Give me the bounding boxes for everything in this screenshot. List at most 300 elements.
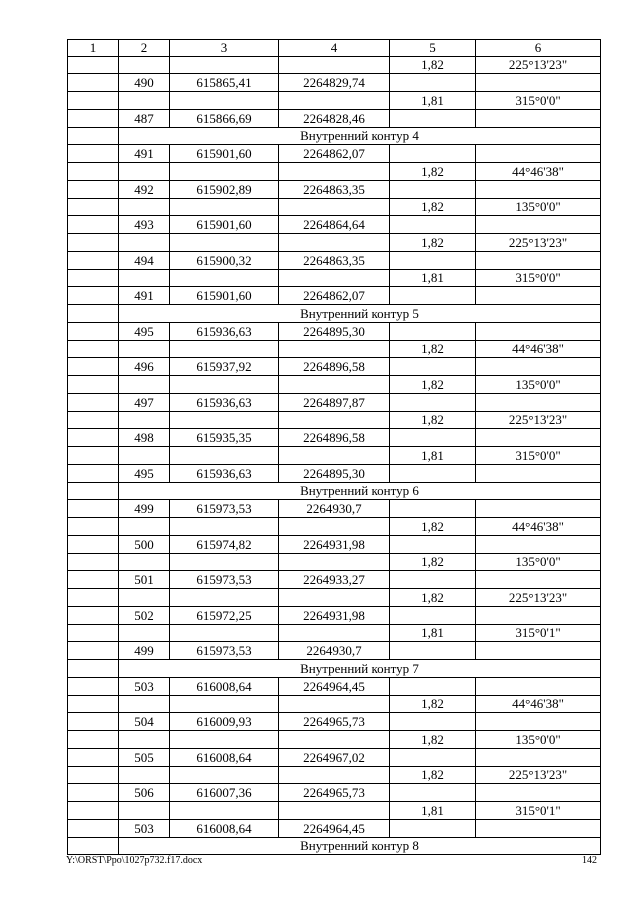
cell-col-3 bbox=[170, 163, 279, 181]
point-row bbox=[68, 606, 601, 624]
coordinate-y: 2264931,98 bbox=[279, 535, 390, 553]
cell-col-1 bbox=[68, 713, 119, 731]
edge-length: 1,82 bbox=[390, 695, 476, 713]
coordinate-y: 2264862,07 bbox=[279, 145, 390, 163]
column-header-5: 5 bbox=[390, 40, 476, 57]
cell-col-6 bbox=[476, 145, 601, 163]
coordinate-y: 2264965,73 bbox=[279, 784, 390, 802]
cell-col-2 bbox=[119, 163, 170, 181]
cell-col-2 bbox=[119, 447, 170, 465]
cell-col-6 bbox=[476, 251, 601, 269]
cell-col-1 bbox=[68, 251, 119, 269]
cell-col-5 bbox=[390, 322, 476, 340]
cell-col-5 bbox=[390, 429, 476, 447]
point-number: 494 bbox=[119, 251, 170, 269]
edge-length: 1,82 bbox=[390, 589, 476, 607]
cell-col-3 bbox=[170, 624, 279, 642]
point-number: 503 bbox=[119, 677, 170, 695]
cell-col-4 bbox=[279, 340, 390, 358]
cell-col-2 bbox=[119, 411, 170, 429]
cell-col-3 bbox=[170, 56, 279, 74]
point-row bbox=[68, 571, 601, 589]
cell-col-2 bbox=[119, 518, 170, 536]
cell-col-6 bbox=[476, 500, 601, 518]
point-number: 492 bbox=[119, 180, 170, 198]
edge-row bbox=[68, 766, 601, 784]
edge-length: 1,82 bbox=[390, 56, 476, 74]
point-number: 487 bbox=[119, 109, 170, 127]
cell-col-5 bbox=[390, 358, 476, 376]
coordinate-x: 616008,64 bbox=[170, 748, 279, 766]
cell-col-1 bbox=[68, 606, 119, 624]
cell-col-1 bbox=[68, 837, 119, 855]
cell-col-1 bbox=[68, 447, 119, 465]
cell-col-3 bbox=[170, 234, 279, 252]
contour-title-row bbox=[68, 660, 601, 678]
coordinate-x: 616008,64 bbox=[170, 819, 279, 837]
cell-col-6 bbox=[476, 322, 601, 340]
cell-col-5 bbox=[390, 535, 476, 553]
cell-col-1 bbox=[68, 109, 119, 127]
cell-col-2 bbox=[119, 589, 170, 607]
cell-col-6 bbox=[476, 677, 601, 695]
coordinate-y: 2264863,35 bbox=[279, 251, 390, 269]
coordinate-y: 2264933,27 bbox=[279, 571, 390, 589]
contour-title-row bbox=[68, 127, 601, 145]
edge-length: 1,82 bbox=[390, 553, 476, 571]
cell-col-4 bbox=[279, 553, 390, 571]
point-row bbox=[68, 748, 601, 766]
edge-row bbox=[68, 802, 601, 820]
coordinate-y: 2264895,30 bbox=[279, 464, 390, 482]
coordinate-x: 615937,92 bbox=[170, 358, 279, 376]
table-body bbox=[68, 56, 601, 855]
cell-col-3 bbox=[170, 269, 279, 287]
cell-col-2 bbox=[119, 731, 170, 749]
edge-row bbox=[68, 518, 601, 536]
contour-title-row bbox=[68, 837, 601, 855]
cell-col-1 bbox=[68, 180, 119, 198]
direction-angle: 44°46'38" bbox=[476, 695, 601, 713]
contour-title: Внутренний контур 4 bbox=[119, 127, 601, 145]
cell-col-2 bbox=[119, 269, 170, 287]
cell-col-1 bbox=[68, 518, 119, 536]
edge-row bbox=[68, 340, 601, 358]
cell-col-4 bbox=[279, 376, 390, 394]
point-row bbox=[68, 145, 601, 163]
edge-row bbox=[68, 269, 601, 287]
cell-col-5 bbox=[390, 464, 476, 482]
cell-col-4 bbox=[279, 269, 390, 287]
coordinate-y: 2264931,98 bbox=[279, 606, 390, 624]
coordinate-x: 615901,60 bbox=[170, 216, 279, 234]
cell-col-4 bbox=[279, 234, 390, 252]
cell-col-1 bbox=[68, 411, 119, 429]
point-number: 504 bbox=[119, 713, 170, 731]
point-number: 490 bbox=[119, 74, 170, 92]
cell-col-1 bbox=[68, 695, 119, 713]
cell-col-4 bbox=[279, 731, 390, 749]
cell-col-1 bbox=[68, 56, 119, 74]
footer-file-path: Y:\ORST\Ppo\1027p732.f17.docx bbox=[66, 855, 203, 866]
cell-col-4 bbox=[279, 695, 390, 713]
cell-col-5 bbox=[390, 251, 476, 269]
edge-length: 1,81 bbox=[390, 447, 476, 465]
contour-title-row bbox=[68, 482, 601, 500]
direction-angle: 44°46'38" bbox=[476, 163, 601, 181]
cell-col-6 bbox=[476, 713, 601, 731]
point-row bbox=[68, 287, 601, 305]
cell-col-1 bbox=[68, 393, 119, 411]
direction-angle: 315°0'0" bbox=[476, 269, 601, 287]
cell-col-1 bbox=[68, 145, 119, 163]
direction-angle: 44°46'38" bbox=[476, 518, 601, 536]
coordinate-x: 616007,36 bbox=[170, 784, 279, 802]
coordinates-table bbox=[67, 39, 601, 855]
edge-row bbox=[68, 163, 601, 181]
cell-col-3 bbox=[170, 447, 279, 465]
cell-col-1 bbox=[68, 748, 119, 766]
cell-col-1 bbox=[68, 766, 119, 784]
contour-title-row bbox=[68, 305, 601, 323]
direction-angle: 315°0'1" bbox=[476, 802, 601, 820]
cell-col-1 bbox=[68, 677, 119, 695]
column-header-3: 3 bbox=[170, 40, 279, 57]
coordinate-y: 2264862,07 bbox=[279, 287, 390, 305]
coordinate-y: 2264895,30 bbox=[279, 322, 390, 340]
cell-col-4 bbox=[279, 411, 390, 429]
cell-col-6 bbox=[476, 109, 601, 127]
coordinate-x: 615901,60 bbox=[170, 287, 279, 305]
cell-col-4 bbox=[279, 766, 390, 784]
coordinate-x: 615865,41 bbox=[170, 74, 279, 92]
point-row bbox=[68, 535, 601, 553]
cell-col-5 bbox=[390, 145, 476, 163]
direction-angle: 225°13'23" bbox=[476, 234, 601, 252]
direction-angle: 315°0'1" bbox=[476, 624, 601, 642]
cell-col-2 bbox=[119, 376, 170, 394]
cell-col-1 bbox=[68, 819, 119, 837]
edge-row bbox=[68, 589, 601, 607]
cell-col-5 bbox=[390, 500, 476, 518]
cell-col-1 bbox=[68, 127, 119, 145]
coordinate-x: 615973,53 bbox=[170, 642, 279, 660]
cell-col-4 bbox=[279, 92, 390, 110]
edge-length: 1,82 bbox=[390, 731, 476, 749]
cell-col-4 bbox=[279, 518, 390, 536]
coordinate-x: 615973,53 bbox=[170, 571, 279, 589]
cell-col-4 bbox=[279, 198, 390, 216]
cell-col-1 bbox=[68, 464, 119, 482]
cell-col-2 bbox=[119, 234, 170, 252]
coordinate-x: 616009,93 bbox=[170, 713, 279, 731]
cell-col-6 bbox=[476, 464, 601, 482]
cell-col-1 bbox=[68, 553, 119, 571]
cell-col-6 bbox=[476, 393, 601, 411]
cell-col-3 bbox=[170, 802, 279, 820]
cell-col-5 bbox=[390, 642, 476, 660]
edge-row bbox=[68, 92, 601, 110]
point-number: 500 bbox=[119, 535, 170, 553]
cell-col-3 bbox=[170, 589, 279, 607]
cell-col-6 bbox=[476, 535, 601, 553]
edge-row bbox=[68, 553, 601, 571]
edge-length: 1,81 bbox=[390, 92, 476, 110]
edge-row bbox=[68, 56, 601, 74]
point-row bbox=[68, 819, 601, 837]
edge-length: 1,82 bbox=[390, 411, 476, 429]
table-header bbox=[68, 40, 601, 57]
cell-col-5 bbox=[390, 819, 476, 837]
cell-col-3 bbox=[170, 553, 279, 571]
coordinate-y: 2264864,64 bbox=[279, 216, 390, 234]
point-number: 491 bbox=[119, 145, 170, 163]
edge-length: 1,82 bbox=[390, 376, 476, 394]
cell-col-3 bbox=[170, 411, 279, 429]
cell-col-5 bbox=[390, 74, 476, 92]
cell-col-6 bbox=[476, 74, 601, 92]
cell-col-1 bbox=[68, 92, 119, 110]
point-number: 499 bbox=[119, 500, 170, 518]
direction-angle: 135°0'0" bbox=[476, 376, 601, 394]
coordinate-x: 615972,25 bbox=[170, 606, 279, 624]
direction-angle: 225°13'23" bbox=[476, 766, 601, 784]
point-row bbox=[68, 358, 601, 376]
direction-angle: 225°13'23" bbox=[476, 589, 601, 607]
direction-angle: 135°0'0" bbox=[476, 731, 601, 749]
point-number: 491 bbox=[119, 287, 170, 305]
cell-col-6 bbox=[476, 606, 601, 624]
column-header-1: 1 bbox=[68, 40, 119, 57]
edge-length: 1,82 bbox=[390, 163, 476, 181]
point-number: 498 bbox=[119, 429, 170, 447]
cell-col-1 bbox=[68, 74, 119, 92]
cell-col-1 bbox=[68, 731, 119, 749]
cell-col-4 bbox=[279, 56, 390, 74]
edge-row bbox=[68, 695, 601, 713]
point-number: 495 bbox=[119, 322, 170, 340]
point-row bbox=[68, 109, 601, 127]
cell-col-1 bbox=[68, 269, 119, 287]
cell-col-2 bbox=[119, 340, 170, 358]
direction-angle: 44°46'38" bbox=[476, 340, 601, 358]
point-row bbox=[68, 500, 601, 518]
cell-col-1 bbox=[68, 802, 119, 820]
coordinate-y: 2264896,58 bbox=[279, 429, 390, 447]
column-header-4: 4 bbox=[279, 40, 390, 57]
coordinate-y: 2264965,73 bbox=[279, 713, 390, 731]
coordinate-y: 2264896,58 bbox=[279, 358, 390, 376]
cell-col-2 bbox=[119, 553, 170, 571]
cell-col-3 bbox=[170, 766, 279, 784]
cell-col-6 bbox=[476, 642, 601, 660]
coordinate-y: 2264930,7 bbox=[279, 642, 390, 660]
cell-col-5 bbox=[390, 784, 476, 802]
cell-col-5 bbox=[390, 180, 476, 198]
coordinate-y: 2264967,02 bbox=[279, 748, 390, 766]
footer-page-number: 142 bbox=[582, 855, 597, 866]
point-row bbox=[68, 216, 601, 234]
point-row bbox=[68, 429, 601, 447]
point-number: 495 bbox=[119, 464, 170, 482]
contour-title: Внутренний контур 6 bbox=[119, 482, 601, 500]
cell-col-3 bbox=[170, 198, 279, 216]
cell-col-1 bbox=[68, 198, 119, 216]
cell-col-4 bbox=[279, 163, 390, 181]
direction-angle: 315°0'0" bbox=[476, 92, 601, 110]
cell-col-1 bbox=[68, 500, 119, 518]
edge-row bbox=[68, 731, 601, 749]
cell-col-2 bbox=[119, 695, 170, 713]
cell-col-1 bbox=[68, 234, 119, 252]
cell-col-4 bbox=[279, 802, 390, 820]
cell-col-1 bbox=[68, 163, 119, 181]
cell-col-2 bbox=[119, 766, 170, 784]
coordinate-y: 2264964,45 bbox=[279, 677, 390, 695]
point-row bbox=[68, 713, 601, 731]
edge-row bbox=[68, 447, 601, 465]
point-number: 499 bbox=[119, 642, 170, 660]
cell-col-5 bbox=[390, 216, 476, 234]
cell-col-1 bbox=[68, 784, 119, 802]
point-row bbox=[68, 251, 601, 269]
cell-col-3 bbox=[170, 518, 279, 536]
cell-col-6 bbox=[476, 358, 601, 376]
cell-col-1 bbox=[68, 429, 119, 447]
coordinate-x: 615974,82 bbox=[170, 535, 279, 553]
coordinate-x: 615973,53 bbox=[170, 500, 279, 518]
point-row bbox=[68, 322, 601, 340]
cell-col-3 bbox=[170, 376, 279, 394]
point-row bbox=[68, 642, 601, 660]
cell-col-1 bbox=[68, 482, 119, 500]
coordinate-y: 2264930,7 bbox=[279, 500, 390, 518]
coordinate-x: 615901,60 bbox=[170, 145, 279, 163]
edge-row bbox=[68, 624, 601, 642]
cell-col-1 bbox=[68, 216, 119, 234]
edge-row bbox=[68, 198, 601, 216]
edge-length: 1,82 bbox=[390, 198, 476, 216]
cell-col-2 bbox=[119, 92, 170, 110]
contour-title: Внутренний контур 7 bbox=[119, 660, 601, 678]
cell-col-6 bbox=[476, 784, 601, 802]
cell-col-6 bbox=[476, 429, 601, 447]
coordinate-x: 615936,63 bbox=[170, 393, 279, 411]
cell-col-2 bbox=[119, 802, 170, 820]
edge-length: 1,82 bbox=[390, 766, 476, 784]
cell-col-3 bbox=[170, 340, 279, 358]
cell-col-2 bbox=[119, 624, 170, 642]
cell-col-1 bbox=[68, 535, 119, 553]
point-row bbox=[68, 464, 601, 482]
coordinate-x: 615936,63 bbox=[170, 322, 279, 340]
edge-length: 1,81 bbox=[390, 269, 476, 287]
cell-col-6 bbox=[476, 216, 601, 234]
point-number: 505 bbox=[119, 748, 170, 766]
cell-col-3 bbox=[170, 92, 279, 110]
direction-angle: 225°13'23" bbox=[476, 411, 601, 429]
cell-col-2 bbox=[119, 198, 170, 216]
coordinate-y: 2264863,35 bbox=[279, 180, 390, 198]
cell-col-6 bbox=[476, 748, 601, 766]
cell-col-1 bbox=[68, 287, 119, 305]
point-row bbox=[68, 74, 601, 92]
direction-angle: 135°0'0" bbox=[476, 553, 601, 571]
cell-col-6 bbox=[476, 180, 601, 198]
cell-col-5 bbox=[390, 393, 476, 411]
contour-title: Внутренний контур 8 bbox=[119, 837, 601, 855]
contour-title: Внутренний контур 5 bbox=[119, 305, 601, 323]
cell-col-3 bbox=[170, 695, 279, 713]
cell-col-1 bbox=[68, 571, 119, 589]
point-row bbox=[68, 180, 601, 198]
cell-col-4 bbox=[279, 624, 390, 642]
cell-col-1 bbox=[68, 376, 119, 394]
point-number: 497 bbox=[119, 393, 170, 411]
point-row bbox=[68, 784, 601, 802]
cell-col-1 bbox=[68, 322, 119, 340]
cell-col-3 bbox=[170, 731, 279, 749]
cell-col-4 bbox=[279, 447, 390, 465]
edge-row bbox=[68, 376, 601, 394]
coordinate-x: 615935,35 bbox=[170, 429, 279, 447]
coordinate-x: 615936,63 bbox=[170, 464, 279, 482]
coordinate-x: 615866,69 bbox=[170, 109, 279, 127]
cell-col-2 bbox=[119, 56, 170, 74]
coordinate-y: 2264964,45 bbox=[279, 819, 390, 837]
edge-length: 1,82 bbox=[390, 518, 476, 536]
cell-col-5 bbox=[390, 748, 476, 766]
cell-col-6 bbox=[476, 571, 601, 589]
direction-angle: 135°0'0" bbox=[476, 198, 601, 216]
point-number: 502 bbox=[119, 606, 170, 624]
coordinate-y: 2264829,74 bbox=[279, 74, 390, 92]
cell-col-1 bbox=[68, 358, 119, 376]
direction-angle: 225°13'23" bbox=[476, 56, 601, 74]
cell-col-5 bbox=[390, 677, 476, 695]
coordinate-x: 615900,32 bbox=[170, 251, 279, 269]
point-number: 506 bbox=[119, 784, 170, 802]
cell-col-1 bbox=[68, 660, 119, 678]
edge-length: 1,81 bbox=[390, 802, 476, 820]
column-header-2: 2 bbox=[119, 40, 170, 57]
cell-col-5 bbox=[390, 571, 476, 589]
point-number: 501 bbox=[119, 571, 170, 589]
cell-col-5 bbox=[390, 606, 476, 624]
coordinate-x: 615902,89 bbox=[170, 180, 279, 198]
cell-col-6 bbox=[476, 819, 601, 837]
cell-col-1 bbox=[68, 589, 119, 607]
point-number: 496 bbox=[119, 358, 170, 376]
coordinate-y: 2264828,46 bbox=[279, 109, 390, 127]
edge-length: 1,82 bbox=[390, 234, 476, 252]
column-header-6: 6 bbox=[476, 40, 601, 57]
coordinate-x: 616008,64 bbox=[170, 677, 279, 695]
cell-col-5 bbox=[390, 109, 476, 127]
point-number: 503 bbox=[119, 819, 170, 837]
edge-length: 1,81 bbox=[390, 624, 476, 642]
coordinate-y: 2264897,87 bbox=[279, 393, 390, 411]
point-row bbox=[68, 393, 601, 411]
cell-col-1 bbox=[68, 305, 119, 323]
cell-col-1 bbox=[68, 642, 119, 660]
point-row bbox=[68, 677, 601, 695]
table-header-row bbox=[68, 40, 601, 57]
edge-row bbox=[68, 411, 601, 429]
edge-row bbox=[68, 234, 601, 252]
cell-col-1 bbox=[68, 340, 119, 358]
cell-col-5 bbox=[390, 713, 476, 731]
